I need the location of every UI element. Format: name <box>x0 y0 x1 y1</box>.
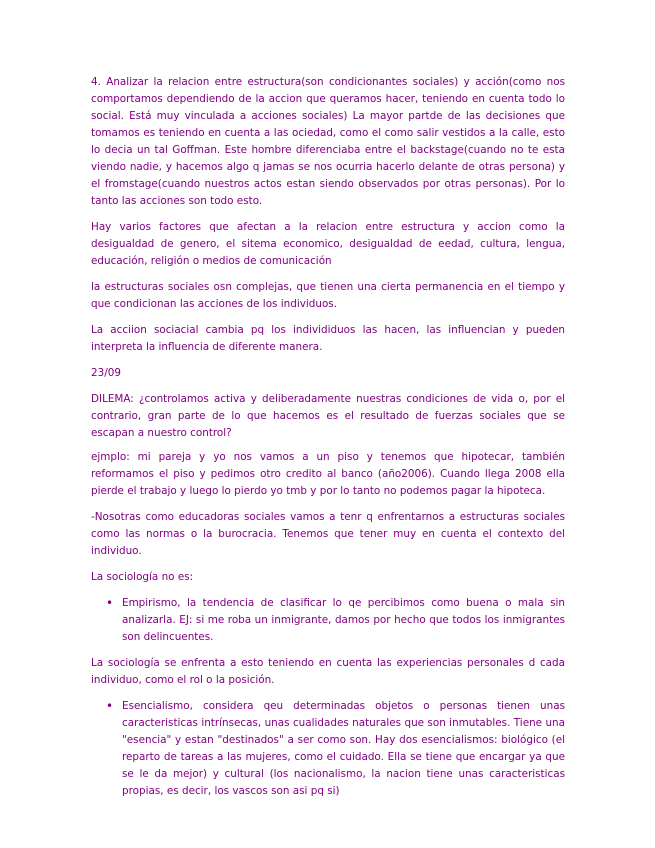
list-item-empirismo <box>91 595 565 646</box>
date-heading: 23/09 <box>91 367 121 379</box>
paragraph-sociology-is-not: La sociología no es: <box>91 571 194 583</box>
paragraph-social-action: La acciion sociacial cambia pq los individiduos las hacen, las influencian y pueden interpreta la influencia de diferente manera. <box>91 324 565 353</box>
paragraph-social-structures: la estructuras sociales osn complejas, que tienen una cierta permanencia en el tiempo y que condicionan las acciones de los individuos. <box>91 281 565 310</box>
paragraph-sociology-faces: La sociología se enfrenta a esto teniendo en cuenta las experiencias personales d cada individuo, como el rol o la posición. <box>91 657 565 686</box>
paragraph-dilemma: DILEMA: ¿controlamos activa y deliberadamente nuestras condiciones de vida o, por el contrario, gran parte de lo que hacemos es el resultado de fuerzas sociales que se escapan a nuestro control? <box>91 393 565 439</box>
paragraph-factors: Hay varios factores que afectan a la relacion entre estructura y accion como la desigualdad de genero, el sitema economico, desigualdad de eedad, cultura, lengua, educación, religión o medios de comunicación <box>91 221 565 267</box>
bullet-text-empirismo: Empirismo, la tendencia de clasificar lo qe percibimos como buena o mala sin analizarla. EJ: si me roba un inmigrante, damos por hecho que todos los inmigrantes son delincuentes. <box>122 597 565 643</box>
paragraph-educators: -Nosotras como educadoras sociales vamos a tenr q enfrentarnos a estructuras sociales como las normas o la burocracia. Tenemos que tener muy en cuenta el contexto del individuo. <box>91 511 565 557</box>
bullet-icon: • <box>106 596 114 610</box>
bullet-icon: • <box>106 699 114 713</box>
paragraph-example: ejmplo: mi pareja y yo nos vamos a un piso y tenemos que hipotecar, también reformamos el piso y pedimos otro credito al banco (año2006). Cuando llega 2008 ella pierde el trabajo y luego lo pierdo yo tmb y por lo tanto no podemos pagar la hipoteca. <box>91 451 565 497</box>
bullet-text-esencialismo: Esencialismo, considera qeu determinadas objetos o personas tienen unas caracteristicas intrínsecas, unas cualidades naturales que son inmutables. Tiene una "esencia" y estan "destinados" a ser como son. Hay dos esencialismos: biológico (el reparto de tareas a las mujeres, como el cuidado. Ella se tiene que encargar ya que se le da mejor) y cultural (los nacionalismo, la nacion tiene unas caracteristicas propias, es decir, los vascos son asi pq si) <box>122 700 565 797</box>
paragraph-structure-action: 4. Analizar la relacion entre estructura(son condicionantes sociales) y acción(como nos comportamos dependiendo de la accion que queramos hacer, teniendo en cuenta todo lo social. Está muy vinculada a acciones sociales) La mayor partde de las decisiones que tomamos es teniendo en cuenta a las ociedad, como el como salir vestidos a la calle, esto lo decia un tal Goffman. Este hombre diferenciaba entre el backstage(cuando no te esta viendo nadie, y hacemos algo q jamas se nos ocurria hacerlo delante de otras persona) y el fromstage(cuando nuestros actos estan siendo observados por otras personas). Por lo tanto las acciones son todo esto. <box>91 76 565 207</box>
list-item-esencialismo <box>91 698 565 800</box>
document-page <box>91 74 565 809</box>
